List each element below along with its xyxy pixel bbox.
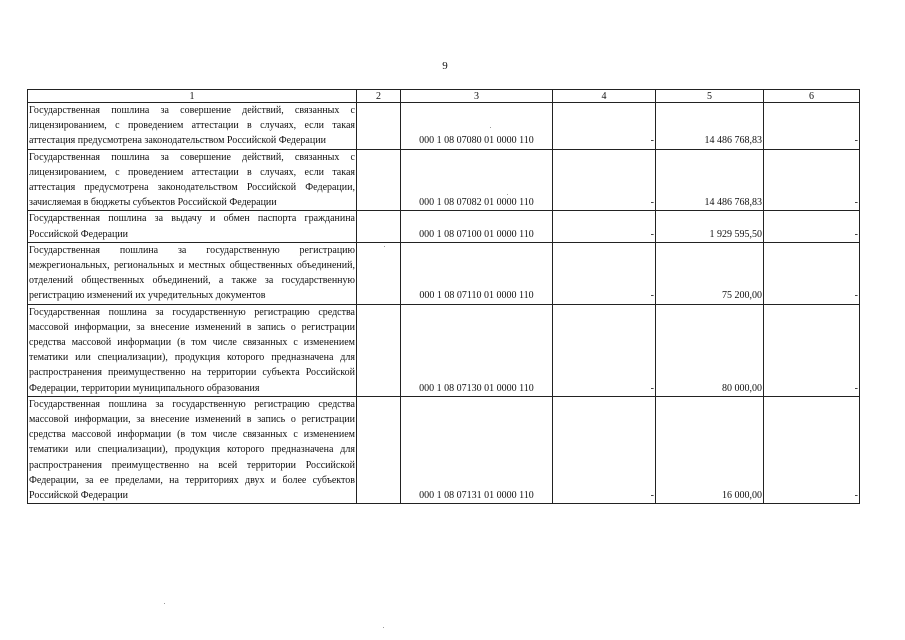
row-name-cell: Государственная пошлина за выдачу и обмен паспорта гражданина Российской Федерации	[28, 211, 357, 242]
row-col6-cell: -	[764, 103, 860, 150]
page-number: 9	[442, 60, 448, 72]
table-row	[28, 396, 860, 503]
row-col2-cell	[357, 103, 401, 150]
table-header-row	[28, 90, 860, 103]
row-name-cell: Государственная пошлина за совершение действий, связанных с лицензированием, с проведением аттестации в случаях, если такая аттестация предусмотрена законодательством Российской Федерации	[28, 103, 357, 150]
table-row	[28, 304, 860, 396]
row-col4-cell: -	[553, 149, 656, 211]
column-header: 5	[656, 90, 764, 103]
row-amount-cell: 80 000,00	[656, 304, 764, 396]
table-row	[28, 103, 860, 150]
row-code-cell: 000 1 08 07080 01 0000 110	[401, 103, 553, 150]
row-name-cell: Государственная пошлина за государственную регистрацию средства массовой информации, за внесение изменений в запись о регистрации средства массовой информации (в том числе связанных с изменением тематики или специализации), продукция которого предназначена для распространения преимущественно на всей территории Российской Федерации, за ее пределами, на территориях двух и более субъектов Российской Федерации	[28, 396, 357, 503]
scan-speck	[490, 127, 491, 128]
table-row	[28, 149, 860, 211]
row-col6-cell: -	[764, 242, 860, 304]
table-row	[28, 211, 860, 242]
row-col4-cell: -	[553, 242, 656, 304]
row-code-cell: 000 1 08 07082 01 0000 110	[401, 149, 553, 211]
column-header: 2	[357, 90, 401, 103]
scan-speck	[164, 603, 165, 604]
column-header: 3	[401, 90, 553, 103]
row-code-cell: 000 1 08 07110 01 0000 110	[401, 242, 553, 304]
row-col4-cell: -	[553, 304, 656, 396]
row-amount-cell: 14 486 768,83	[656, 103, 764, 150]
row-col2-cell	[357, 211, 401, 242]
scan-speck	[384, 246, 385, 247]
row-amount-cell: 75 200,00	[656, 242, 764, 304]
row-code-cell: 000 1 08 07130 01 0000 110	[401, 304, 553, 396]
row-col4-cell: -	[553, 103, 656, 150]
row-name-cell: Государственная пошлина за совершение действий, связанных с лицензированием, с проведением аттестации в случаях, если такая аттестация предусмотрена законодательством Российской Федерации, зачисляемая в бюджеты субъектов Российской Федерации	[28, 149, 357, 211]
table-row	[28, 242, 860, 304]
row-col2-cell	[357, 242, 401, 304]
row-amount-cell: 16 000,00	[656, 396, 764, 503]
column-header: 6	[764, 90, 860, 103]
row-name-cell: Государственная пошлина за государственную регистрацию средства массовой информации, за внесение изменений в запись о регистрации средства массовой информации (в том числе связанных с изменением тематики или специализации), продукция которого предназначена для распространения преимущественно на территории субъекта Российской Федерации, территории муниципального образования	[28, 304, 357, 396]
row-code-cell: 000 1 08 07131 01 0000 110	[401, 396, 553, 503]
row-col2-cell	[357, 304, 401, 396]
row-col2-cell	[357, 396, 401, 503]
row-amount-cell: 1 929 595,50	[656, 211, 764, 242]
row-code-cell: 000 1 08 07100 01 0000 110	[401, 211, 553, 242]
column-header: 4	[553, 90, 656, 103]
column-header: 1	[28, 90, 357, 103]
row-name-cell: Государственная пошлина за государственную регистрацию межрегиональных, региональных и местных общественных объединений, отделений общественных объединений, а также за государственную регистрацию изменений их учредительных документов	[28, 242, 357, 304]
row-col2-cell	[357, 149, 401, 211]
row-col4-cell: -	[553, 211, 656, 242]
row-amount-cell: 14 486 768,83	[656, 149, 764, 211]
row-col4-cell: -	[553, 396, 656, 503]
row-col6-cell: -	[764, 149, 860, 211]
row-col6-cell: -	[764, 211, 860, 242]
revenue-table	[27, 89, 860, 504]
row-col6-cell: -	[764, 304, 860, 396]
scan-speck	[383, 627, 384, 628]
row-col6-cell: -	[764, 396, 860, 503]
scan-speck	[507, 194, 508, 195]
